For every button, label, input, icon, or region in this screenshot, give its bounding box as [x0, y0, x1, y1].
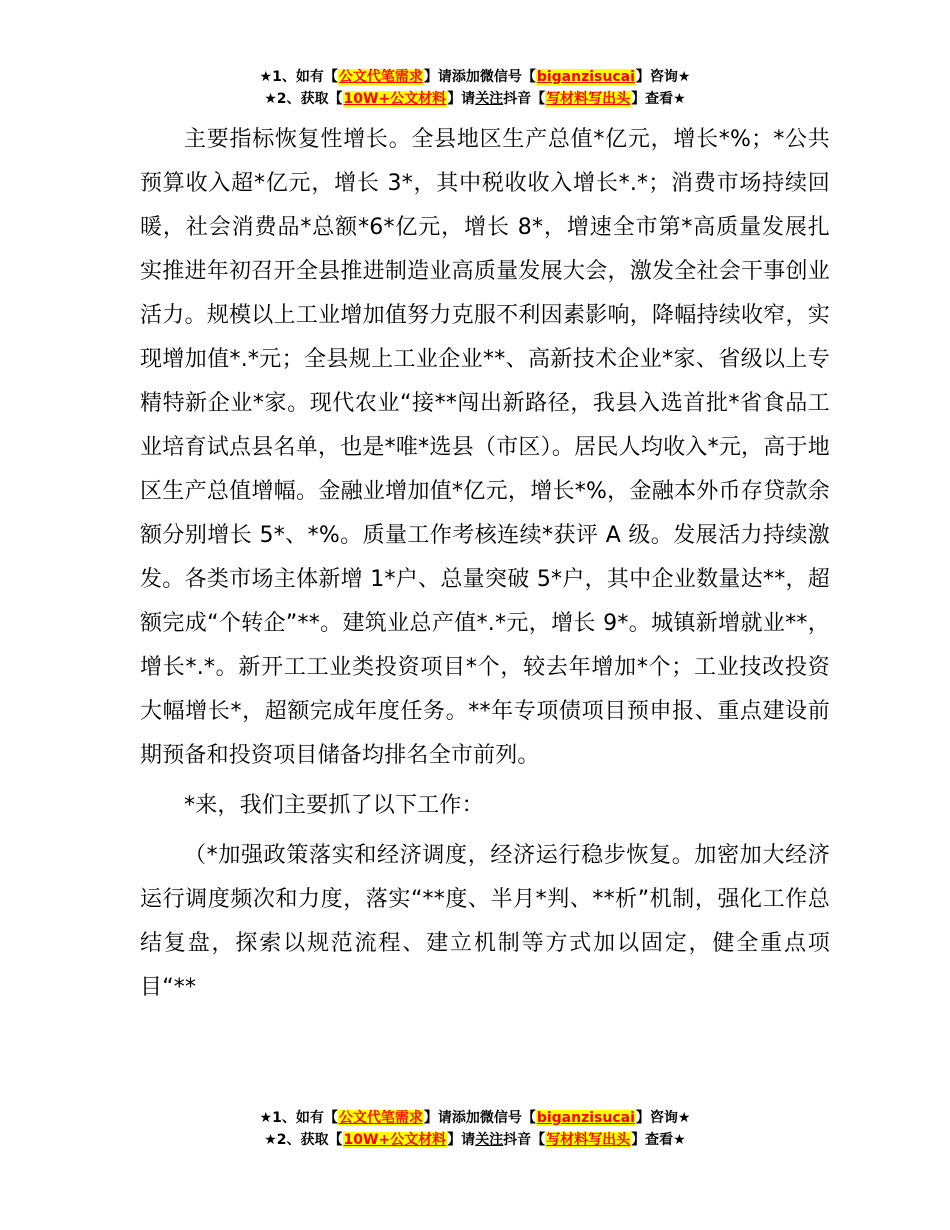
banner-text: 抖音【 — [503, 1132, 546, 1148]
paragraph-indicators: 主要指标恢复性增长。全县地区生产总值*亿元，增长*%；*公共预算收入超*亿元，增长 3*，其中税收收入增长*.*；消费市场持续回暖，社会消费品*总额*6*亿元，增长 8*，增速全市第*高质量发展扎实推进年初召开全县推进制造业高质量发展大会，激发全社会干事创业活力。规模以上工业增加值努力克服不利因素影响，降幅持续收窄，实现增加值*.*元；全县规上工业企业**、高新技术企业*家、省级以上专精特新企业*家。现代农业“接**闯出新路径，我县入选首批*省食品工业培育试点县名单，也是*唯*选县（市区）。居民人均收入*元，高于地区生产总值增幅。金融业增加值*亿元，增长*%，金融本外币存贷款余额分别增长 5*、*%。质量工作考核连续*获评 A 级。发展活力持续激发。各类市场主体新增 1*户、总量突破 5*户，其中企业数量达**，超额完成“个转企”**。建筑业总产值*.*元，增长 9*。城镇新增就业**，增长*.*。新开工工业类投资项目*个，较去年增加*个；工业技改投资大幅增长*，超额完成年度任务。**年专项债项目预申报、重点建设前期预备和投资项目储备均排名全市前列。 — [140, 127, 830, 768]
banner-text: ★1、如有【 — [259, 69, 338, 85]
banner-underlined-text: 关注 — [475, 1132, 504, 1148]
banner-line-2 — [0, 1129, 950, 1151]
highlight-wechat-id: biganzisucai — [536, 1110, 635, 1126]
banner-text: 】咨询★ — [635, 1110, 691, 1126]
banner-text: 】请 — [447, 1132, 476, 1148]
banner-line-1 — [0, 66, 950, 88]
banner-line-1 — [0, 1107, 950, 1129]
banner-text: 抖音【 — [503, 91, 546, 107]
banner-text: 】查看★ — [631, 1132, 686, 1148]
banner-underlined-text: 关注 — [475, 91, 504, 107]
highlight-service: 公文代笔需求 — [338, 69, 423, 85]
highlight-materials: 10W+公文材料 — [343, 1132, 447, 1148]
highlight-wechat-id: biganzisucai — [536, 69, 635, 85]
banner-text: 】咨询★ — [635, 69, 691, 85]
banner-text: 】查看★ — [631, 91, 686, 107]
document-body — [140, 118, 830, 1010]
banner-line-2 — [0, 88, 950, 110]
paragraph-policy: （*加强政策落实和经济调度，经济运行稳步恢复。加密加大经济运行调度频次和力度，落实“**度、半月*判、**析”机制，强化工作总结复盘，探索以规范流程、建立机制等方式加以固定，健全重点项目“** — [140, 843, 830, 1000]
footer-banner — [0, 1107, 950, 1151]
banner-text: 】请 — [447, 91, 476, 107]
paragraph-work-intro: *来，我们主要抓了以下工作： — [184, 793, 484, 818]
banner-text: ★2、获取【 — [264, 1132, 343, 1148]
highlight-douyin-account: 写材料写出头 — [546, 91, 631, 107]
header-banner — [0, 66, 950, 110]
banner-text: ★1、如有【 — [259, 1110, 338, 1126]
banner-text: ★2、获取【 — [264, 91, 343, 107]
highlight-service: 公文代笔需求 — [338, 1110, 423, 1126]
highlight-materials: 10W+公文材料 — [343, 91, 447, 107]
banner-text: 】请添加微信号【 — [423, 1110, 536, 1126]
banner-text: 】请添加微信号【 — [423, 69, 536, 85]
highlight-douyin-account: 写材料写出头 — [546, 1132, 631, 1148]
